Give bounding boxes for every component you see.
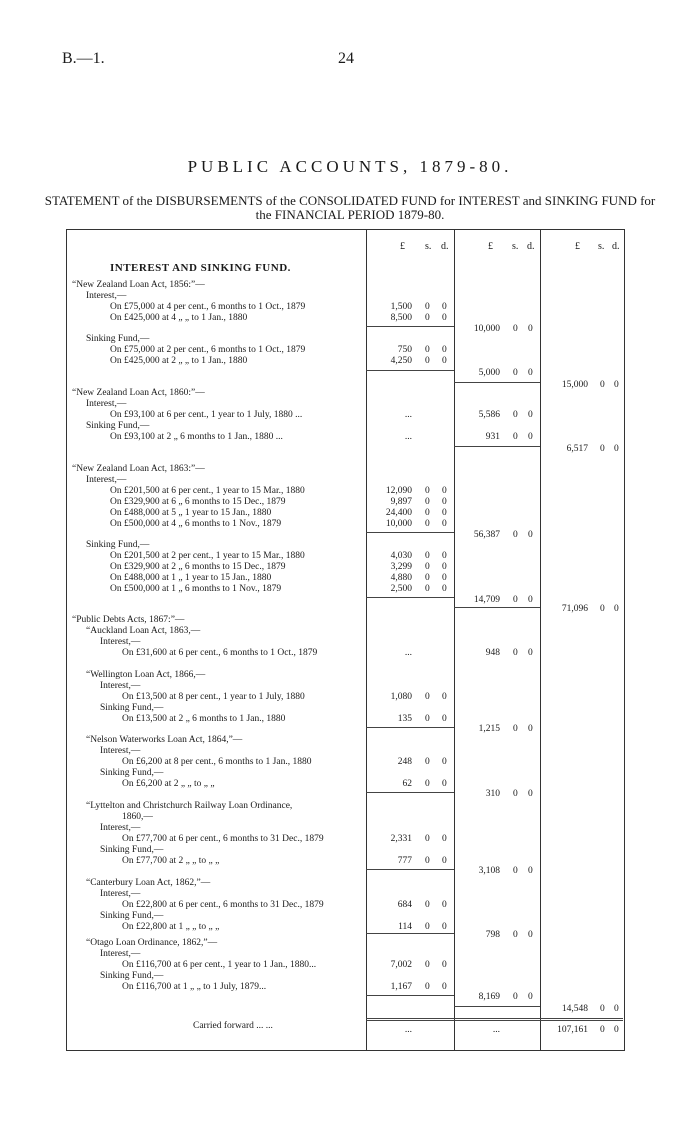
col1-amount-shillings: 0 <box>425 922 430 932</box>
col1-amount-shillings: 0 <box>425 900 430 910</box>
col1-amount-pounds: 684 <box>397 900 412 910</box>
subtotal-rule <box>366 597 454 598</box>
col2-amount-pounds: 931 <box>485 432 500 442</box>
col1-amount-shillings: 0 <box>425 834 430 844</box>
column-divider <box>454 229 455 1051</box>
col1-amount-pounds: 62 <box>402 779 412 789</box>
statement-line: On £75,000 at 2 per cent., 6 months to 1 Oct., 1879 <box>110 345 306 355</box>
statement-line: On £201,500 at 2 per cent., 1 year to 15 Mar., 1880 <box>110 551 305 561</box>
statement-line: Carried forward ... ... <box>193 1021 273 1031</box>
statement-line: Sinking Fund,— <box>86 334 150 344</box>
page-title: PUBLIC ACCOUNTS, 1879-80. <box>187 157 513 176</box>
col1-amount-shillings: 0 <box>425 497 430 507</box>
statement-line: On £329,900 at 2 „ 6 months to 15 Dec., 1879 <box>110 562 286 572</box>
col1-amount-pounds: ... <box>404 432 412 442</box>
statement-line: “New Zealand Loan Act, 1856:”— <box>72 280 205 290</box>
statement-line: “Lyttelton and Christchurch Railway Loan Ordinance, <box>86 801 293 811</box>
col1-amount-pounds: 4,880 <box>390 573 412 583</box>
col1-amount-pence: 0 <box>442 856 447 866</box>
subtotal-rule <box>454 382 540 383</box>
subtotal-rule <box>366 532 454 533</box>
col1-amount-pence: 0 <box>442 584 447 594</box>
col1-amount-shillings: 0 <box>425 692 430 702</box>
col2-amount-shillings: 0 <box>513 724 518 734</box>
col1-amount-pounds: 12,090 <box>385 486 412 496</box>
col1-amount-pence: 0 <box>442 345 447 355</box>
col2-amount-pounds: 56,387 <box>473 530 500 540</box>
statement-line: On £93,100 at 2 „ 6 months to 1 Jan., 1880 ... <box>110 432 283 442</box>
col2-amount-pence: 0 <box>528 724 533 734</box>
col1-amount-pounds: 7,002 <box>390 960 412 970</box>
col1-amount-pence: 0 <box>442 551 447 561</box>
col3-pound-header: £ <box>575 241 580 252</box>
statement-line: On £116,700 at 6 per cent., 1 year to 1 Jan., 1880... <box>122 960 317 970</box>
col3-amount-shillings: 0 <box>600 604 605 614</box>
col1-amount-shillings: 0 <box>425 345 430 355</box>
total-rule <box>366 1018 623 1021</box>
col1-amount-shillings: 0 <box>425 779 430 789</box>
col3-amount-shillings: 0 <box>600 444 605 454</box>
col1-amount-pounds: 4,250 <box>390 356 412 366</box>
col2-amount-pounds: 3,108 <box>478 866 500 876</box>
col2-amount-shillings: 0 <box>513 368 518 378</box>
statement-line: “Auckland Loan Act, 1863,— <box>86 626 201 636</box>
col1-amount-pence: 0 <box>442 356 447 366</box>
statement-line: On £6,200 at 8 per cent., 6 months to 1 Jan., 1880 <box>122 757 312 767</box>
statement-line: Sinking Fund,— <box>100 703 164 713</box>
col1-amount-pounds: 24,400 <box>385 508 412 518</box>
col1-amount-pence: 0 <box>442 302 447 312</box>
col1-amount-pence: 0 <box>442 922 447 932</box>
col1-amount-pounds: 1,500 <box>390 302 412 312</box>
col3-amount-shillings: 0 <box>600 380 605 390</box>
statement-line: On £22,800 at 6 per cent., 6 months to 31 Dec., 1879 <box>122 900 324 910</box>
col1-amount-pence: 0 <box>442 834 447 844</box>
col3-amount-pence: 0 <box>614 1004 619 1014</box>
statement-line: Interest,— <box>100 823 141 833</box>
col3-amount-shillings: 0 <box>600 1025 605 1035</box>
col1-amount-shillings: 0 <box>425 982 430 992</box>
col1-amount-shillings: 0 <box>425 714 430 724</box>
col2-amount-pounds: 1,215 <box>478 724 500 734</box>
col2-amount-shillings: 0 <box>513 930 518 940</box>
col1-amount-shillings: 0 <box>425 960 430 970</box>
col1-amount-pounds: 3,299 <box>390 562 412 572</box>
statement-line: On £93,100 at 6 per cent., 1 year to 1 July, 1880 ... <box>110 410 303 420</box>
col2-amount-pence: 0 <box>528 992 533 1002</box>
col1-amount-pounds: 135 <box>397 714 412 724</box>
col2-amount-pence: 0 <box>528 648 533 658</box>
col2-amount-pounds: 5,000 <box>478 368 500 378</box>
col1-amount-shillings: 0 <box>425 313 430 323</box>
statement-line: Interest,— <box>100 746 141 756</box>
col1-amount-pounds: 4,030 <box>390 551 412 561</box>
statement-line: “Wellington Loan Act, 1866,— <box>86 670 206 680</box>
statement-line: On £425,000 at 4 „ „ to 1 Jan., 1880 <box>110 313 248 323</box>
col1-amount-pounds: 114 <box>398 922 412 932</box>
col2-amount-shillings: 0 <box>513 432 518 442</box>
statement-line: Sinking Fund,— <box>100 768 164 778</box>
col1-amount-pounds: 1,080 <box>390 692 412 702</box>
col1-amount-pounds: 10,000 <box>385 519 412 529</box>
col3-d-header: d. <box>612 241 620 252</box>
statement-line: On £329,900 at 6 „ 6 months to 15 Dec., 1879 <box>110 497 286 507</box>
col1-amount-pence: 0 <box>442 779 447 789</box>
col3-amount-pence: 0 <box>614 1025 619 1035</box>
statement-line: Sinking Fund,— <box>100 845 164 855</box>
column-divider <box>540 229 541 1051</box>
col1-amount-pounds: 2,500 <box>390 584 412 594</box>
subtotal-rule <box>366 933 454 934</box>
statement-line: Sinking Fund,— <box>100 971 164 981</box>
col3-amount-shillings: 0 <box>600 1004 605 1014</box>
statement-line: On £116,700 at 1 „ „ to 1 July, 1879... <box>122 982 267 992</box>
col2-amount-shillings: 0 <box>513 789 518 799</box>
col1-amount-pence: 0 <box>442 573 447 583</box>
col2-amount-shillings: 0 <box>513 530 518 540</box>
col3-amount-pounds: 6,517 <box>566 444 588 454</box>
col1-amount-pence: 0 <box>442 508 447 518</box>
subtotal-rule <box>366 326 454 327</box>
subtotal-rule <box>454 446 540 447</box>
statement-line: On £500,000 at 4 „ 6 months to 1 Nov., 1879 <box>110 519 282 529</box>
col2-amount-pounds: 8,169 <box>478 992 500 1002</box>
col2-amount-shillings: 0 <box>513 866 518 876</box>
subtotal-rule <box>366 370 454 371</box>
statement-line: On £6,200 at 2 „ „ to „ „ <box>122 779 215 789</box>
col2-amount-pounds: ... <box>492 1025 500 1035</box>
col3-amount-pence: 0 <box>614 604 619 614</box>
col1-amount-pounds: 2,331 <box>390 834 412 844</box>
col1-amount-shillings: 0 <box>425 573 430 583</box>
col2-amount-shillings: 0 <box>513 595 518 605</box>
col2-amount-pounds: 798 <box>485 930 500 940</box>
subtotal-rule <box>366 869 454 870</box>
col2-amount-pounds: 310 <box>485 789 500 799</box>
statement-line: On £13,500 at 2 „ 6 months to 1 Jan., 1880 <box>122 714 286 724</box>
col1-amount-pounds: 8,500 <box>390 313 412 323</box>
col2-amount-pounds: 14,709 <box>473 595 500 605</box>
statement-line: Interest,— <box>100 681 141 691</box>
subtotal-rule <box>366 792 454 793</box>
col2-amount-pence: 0 <box>528 324 533 334</box>
statement-line: On £500,000 at 1 „ 6 months to 1 Nov., 1879 <box>110 584 282 594</box>
subtotal-rule <box>454 1006 540 1007</box>
statement-line: On £13,500 at 8 per cent., 1 year to 1 July, 1880 <box>122 692 305 702</box>
col1-amount-pounds: 248 <box>397 757 412 767</box>
subtotal-rule <box>366 995 454 996</box>
col3-amount-pounds: 15,000 <box>561 380 588 390</box>
col2-amount-pounds: 948 <box>485 648 500 658</box>
statement-line: Interest,— <box>86 291 127 301</box>
col3-amount-pounds: 14,548 <box>561 1004 588 1014</box>
statement-line: On £201,500 at 6 per cent., 1 year to 15 Mar., 1880 <box>110 486 305 496</box>
col2-amount-pence: 0 <box>528 530 533 540</box>
col1-amount-pounds: ... <box>404 1025 412 1035</box>
column-divider <box>366 229 367 1051</box>
col2-d-header: d. <box>527 241 535 252</box>
col1-amount-pence: 0 <box>442 486 447 496</box>
col1-amount-pence: 0 <box>442 757 447 767</box>
statement-line: Sinking Fund,— <box>86 540 150 550</box>
col1-amount-pounds: ... <box>404 648 412 658</box>
col3-s-header: s. <box>598 241 605 252</box>
col1-amount-pence: 0 <box>442 900 447 910</box>
col1-amount-shillings: 0 <box>425 757 430 767</box>
col1-amount-pence: 0 <box>442 519 447 529</box>
statement-line: On £488,000 at 1 „ 1 year to 15 Jan., 1880 <box>110 573 272 583</box>
col1-amount-pounds: ... <box>404 410 412 420</box>
col2-s-header: s. <box>512 241 519 252</box>
col3-amount-pence: 0 <box>614 444 619 454</box>
statement-line: On £425,000 at 2 „ „ to 1 Jan., 1880 <box>110 356 248 366</box>
col2-amount-pounds: 5,586 <box>478 410 500 420</box>
col1-amount-shillings: 0 <box>425 584 430 594</box>
col1-amount-pence: 0 <box>442 313 447 323</box>
statement-line: “Canterbury Loan Act, 1862,”— <box>86 878 211 888</box>
col3-amount-pounds: 71,096 <box>561 604 588 614</box>
statement-heading: STATEMENT of the DISBURSEMENTS of the CONSOLIDATED FUND for INTEREST and SINKING FUND for the FINANCIAL PERIOD 1879-80. <box>44 193 656 222</box>
statement-line: Interest,— <box>100 889 141 899</box>
col1-amount-pence: 0 <box>442 960 447 970</box>
col2-amount-shillings: 0 <box>513 410 518 420</box>
col2-amount-pence: 0 <box>528 930 533 940</box>
col1-amount-pounds: 750 <box>397 345 412 355</box>
col1-amount-pence: 0 <box>442 982 447 992</box>
statement-line: Sinking Fund,— <box>86 421 150 431</box>
statement-line: Interest,— <box>86 399 127 409</box>
statement-line: “Nelson Waterworks Loan Act, 1864,”— <box>86 735 243 745</box>
section-title: INTEREST AND SINKING FUND. <box>110 262 291 274</box>
col2-amount-shillings: 0 <box>513 324 518 334</box>
col1-amount-shillings: 0 <box>425 486 430 496</box>
statement-line: Interest,— <box>100 949 141 959</box>
col1-amount-shillings: 0 <box>425 356 430 366</box>
col1-amount-pounds: 9,897 <box>390 497 412 507</box>
col2-amount-pence: 0 <box>528 410 533 420</box>
statement-line: “Otago Loan Ordinance, 1862,”— <box>86 938 218 948</box>
col2-amount-pence: 0 <box>528 368 533 378</box>
document-reference: B.—1. <box>62 50 105 67</box>
col1-amount-shillings: 0 <box>425 551 430 561</box>
col1-amount-shillings: 0 <box>425 508 430 518</box>
col2-amount-shillings: 0 <box>513 648 518 658</box>
col2-amount-pence: 0 <box>528 432 533 442</box>
col1-amount-pounds: 1,167 <box>390 982 412 992</box>
statement-line: Sinking Fund,— <box>100 911 164 921</box>
col3-amount-pence: 0 <box>614 380 619 390</box>
col1-amount-shillings: 0 <box>425 856 430 866</box>
col2-amount-pence: 0 <box>528 866 533 876</box>
col2-amount-pence: 0 <box>528 595 533 605</box>
col1-amount-pence: 0 <box>442 562 447 572</box>
statement-line: On £31,600 at 6 per cent., 6 months to 1 Oct., 1879 <box>122 648 318 658</box>
statement-line: Interest,— <box>100 637 141 647</box>
statement-line: On £22,800 at 1 „ „ to „ „ <box>122 922 220 932</box>
col1-amount-pence: 0 <box>442 692 447 702</box>
col1-amount-pence: 0 <box>442 497 447 507</box>
statement-line: “Public Debts Acts, 1867:”— <box>72 615 185 625</box>
statement-line: “New Zealand Loan Act, 1860:”— <box>72 388 205 398</box>
col1-amount-shillings: 0 <box>425 562 430 572</box>
col2-amount-pounds: 10,000 <box>473 324 500 334</box>
statement-line: On £77,700 at 6 per cent., 6 months to 31 Dec., 1879 <box>122 834 324 844</box>
col1-amount-shillings: 0 <box>425 519 430 529</box>
col1-amount-pounds: 777 <box>397 856 412 866</box>
col1-pound-header: £ <box>400 241 405 252</box>
statement-line: Interest,— <box>86 475 127 485</box>
statement-line: “New Zealand Loan Act, 1863:”— <box>72 464 205 474</box>
col2-amount-shillings: 0 <box>513 992 518 1002</box>
col2-amount-pence: 0 <box>528 789 533 799</box>
statement-line: On £75,000 at 4 per cent., 6 months to 1 Oct., 1879 <box>110 302 306 312</box>
col1-s-header: s. <box>425 241 432 252</box>
page-number: 24 <box>338 50 354 67</box>
subtotal-rule <box>366 727 454 728</box>
col3-amount-pounds: 107,161 <box>557 1025 588 1035</box>
col1-amount-pence: 0 <box>442 714 447 724</box>
statement-line: 1860,— <box>122 812 153 822</box>
col1-d-header: d. <box>441 241 449 252</box>
subtotal-rule <box>454 607 540 608</box>
col1-amount-shillings: 0 <box>425 302 430 312</box>
statement-line: On £77,700 at 2 „ „ to „ „ <box>122 856 220 866</box>
col2-pound-header: £ <box>488 241 493 252</box>
statement-line: On £488,000 at 5 „ 1 year to 15 Jan., 1880 <box>110 508 272 518</box>
